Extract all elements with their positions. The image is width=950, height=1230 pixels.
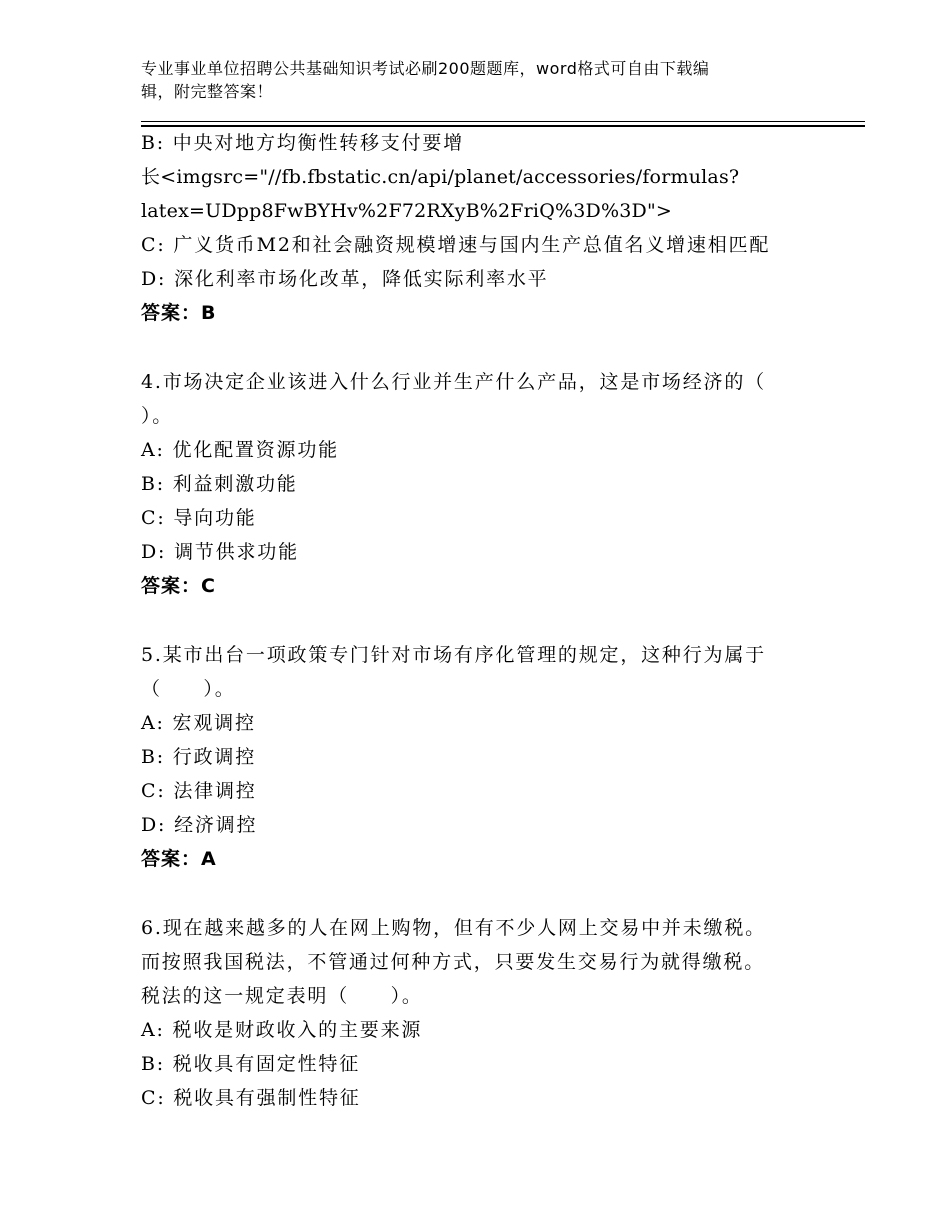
q3-answer: 答案：B — [141, 302, 217, 324]
q6-option-c: C: 税收具有强制性特征 — [141, 1087, 361, 1109]
q4-option-c: C: 导向功能 — [141, 507, 257, 529]
q5-option-b: B: 行政调控 — [141, 746, 257, 768]
q6-stem-line3: 税法的这一规定表明（ ）。 — [141, 985, 423, 1007]
q5-option-c: C: 法律调控 — [141, 780, 257, 802]
q4-stem-line1: 4.市场决定企业该进入什么行业并生产什么产品，这是市场经济的（ — [141, 371, 766, 393]
q4-stem-line2: ）。 — [141, 405, 174, 427]
q5-answer: 答案：A — [141, 848, 217, 870]
q3-option-c: C: 广义货币M2和社会融资规模增速与国内生产总值名义增速相匹配 — [141, 234, 771, 256]
q3-option-b-line1: B: 中央对地方均衡性转移支付要增 — [141, 132, 465, 154]
q5-option-d: D: 经济调控 — [141, 814, 258, 836]
header-line-1: 专业事业单位招聘公共基础知识考试必刷200题题库，word格式可自由下载编 — [141, 59, 710, 78]
q5-stem-line2: （ ）。 — [141, 678, 236, 700]
q3-option-d: D: 深化利率市场化改革，降低实际利率水平 — [141, 268, 549, 290]
q6-option-a: A: 税收是财政收入的主要来源 — [141, 1019, 423, 1041]
q4-option-d: D: 调节供求功能 — [141, 541, 299, 563]
q3-option-b-line2: 长<imgsrc="//fb.fbstatic.cn/api/planet/accessories/formulas? — [141, 166, 740, 188]
q6-option-b: B: 税收具有固定性特征 — [141, 1053, 361, 1075]
q5-option-a: A: 宏观调控 — [141, 712, 256, 734]
q3-option-b-line3: latex=UDpp8FwBYHv%2F72RXyB%2FriQ%3D%3D"> — [141, 200, 673, 222]
q6-stem-line2: 而按照我国税法，不管通过何种方式，只要发生交易行为就得缴税。 — [141, 951, 766, 973]
q6-stem-line1: 6.现在越来越多的人在网上购物，但有不少人网上交易中并未缴税。 — [141, 917, 766, 939]
document-header — [141, 57, 801, 103]
header-divider-thin — [141, 121, 865, 122]
q4-answer: 答案：C — [141, 575, 216, 597]
q4-option-a: A: 优化配置资源功能 — [141, 439, 339, 461]
q4-option-b: B: 利益刺激功能 — [141, 473, 298, 495]
header-line-2: 辑，附完整答案！ — [141, 82, 274, 101]
q5-stem-line1: 5.某市出台一项政策专门针对市场有序化管理的规定，这种行为属于 — [141, 644, 766, 666]
